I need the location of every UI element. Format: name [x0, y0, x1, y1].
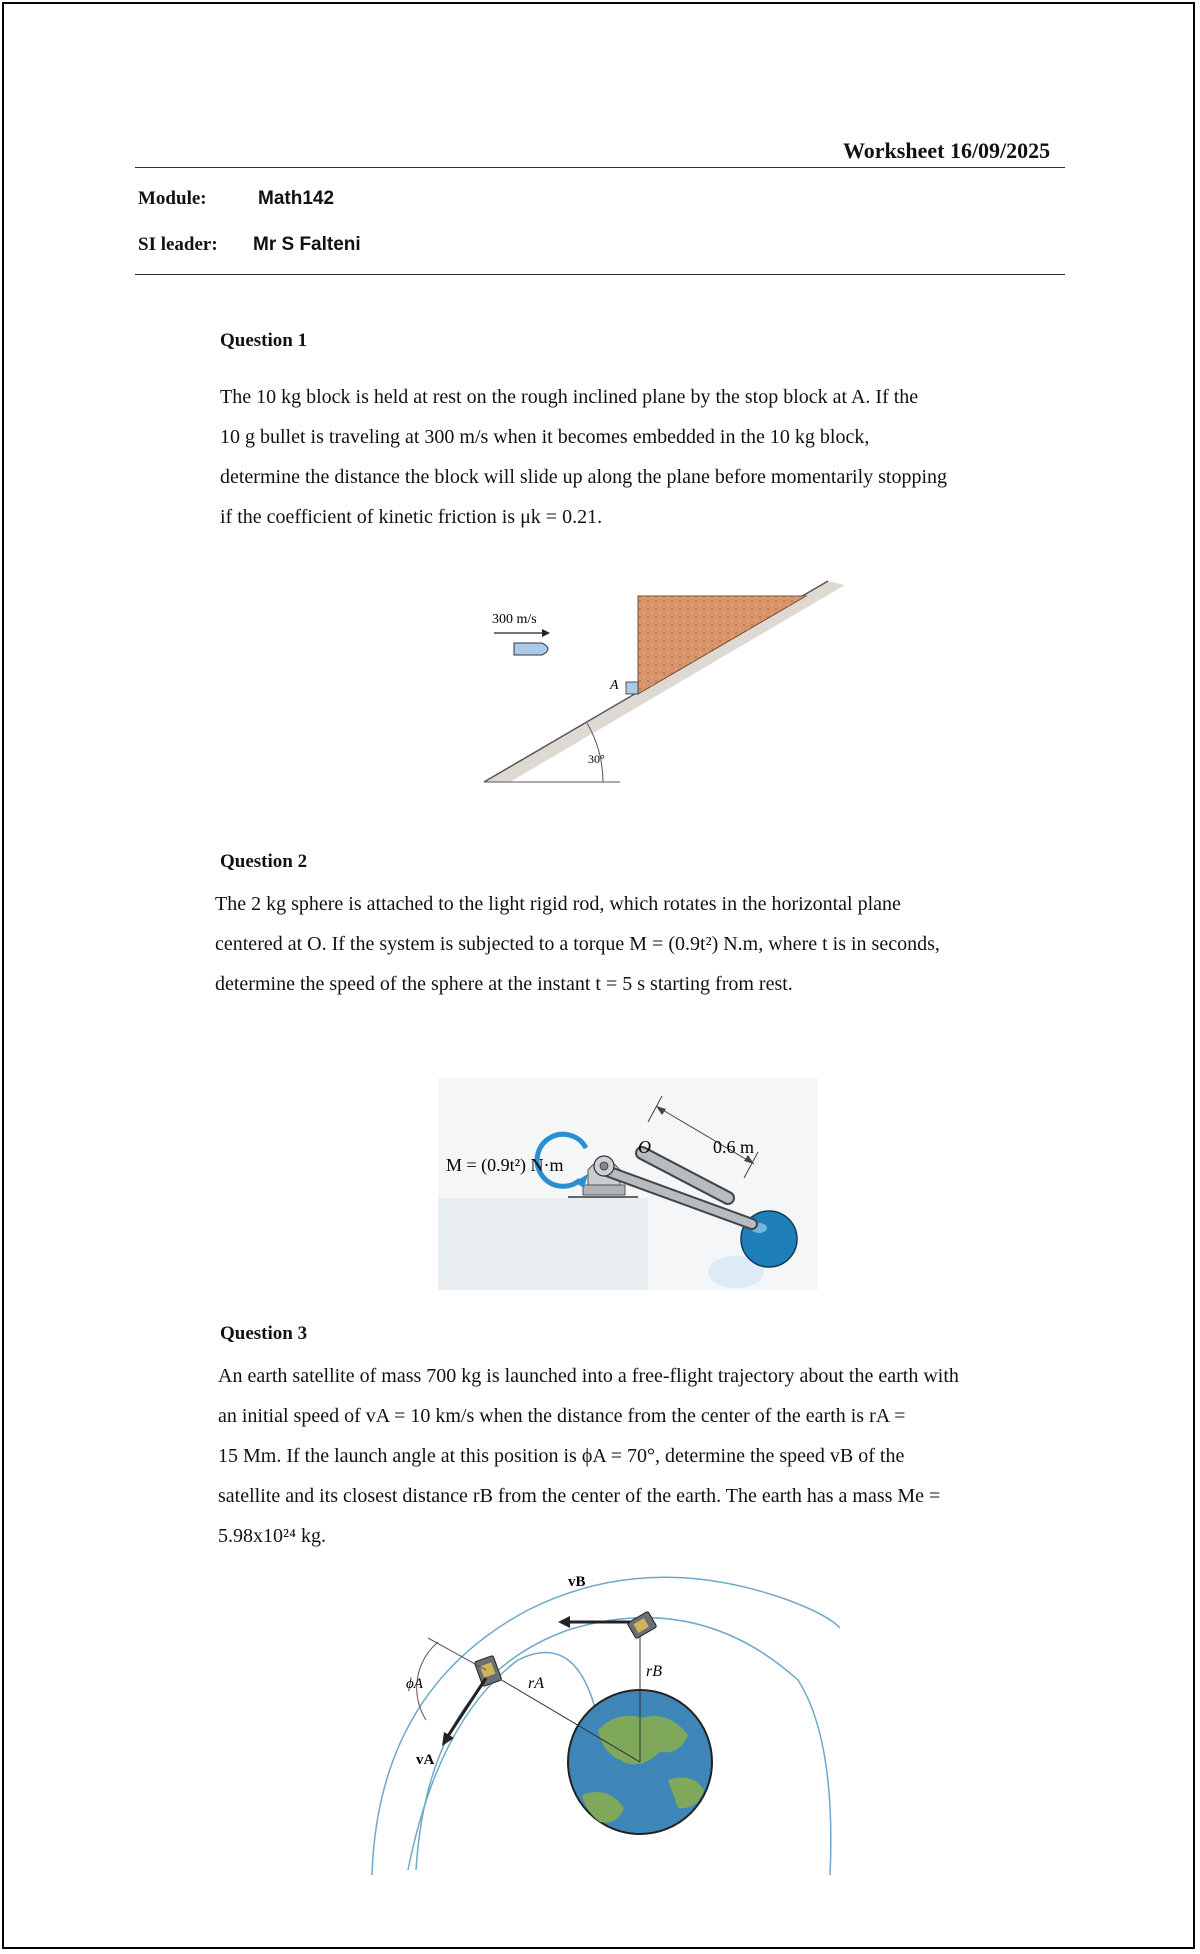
header-rule-bottom: [135, 274, 1065, 275]
module-label: Module:: [138, 188, 207, 209]
question-3-heading: Question 3: [220, 1323, 308, 1344]
pivot-label: O: [638, 1137, 651, 1157]
question-3-line-3: 15 Mm. If the launch angle at this position is ϕA = 70°, determine the speed vB of the: [218, 1445, 905, 1467]
question-1-line-2: 10 g bullet is traveling at 300 m/s when it becomes embedded in the 10 kg block,: [220, 426, 870, 448]
question-1-line-3: determine the distance the block will slide up along the plane before momentarily stopping: [220, 466, 948, 488]
si-leader-value: Mr S Falteni: [253, 234, 361, 255]
vA-label: vA: [416, 1752, 435, 1768]
satellite-B: [627, 1611, 657, 1639]
vA-arrow: [448, 1678, 486, 1736]
question-2-line-2: centered at O. If the system is subjected to a torque M = (0.9t²) N.m, where t is in seconds,: [215, 933, 940, 955]
figure-shadow: [438, 1198, 648, 1290]
velocity-arrowhead: [542, 629, 550, 637]
length-label: 0.6 m: [713, 1137, 755, 1157]
vB-label: vB: [568, 1574, 586, 1590]
pivot-pin: [600, 1162, 608, 1170]
question-2-line-1: The 2 kg sphere is attached to the light rigid rod, which rotates in the horizontal plane: [215, 893, 901, 915]
module-value: Math142: [258, 188, 335, 209]
question-3-line-4: satellite and its closest distance rB from the center of the earth. The earth has a mass Me =: [218, 1485, 941, 1507]
incline-figure: [470, 575, 850, 790]
rotating-rod-figure: [438, 1078, 818, 1290]
worksheet-title: Worksheet 16/09/2025: [843, 138, 1051, 163]
question-3-line-2: an initial speed of vA = 10 km/s when the distance from the center of the earth is rA =: [218, 1405, 906, 1427]
satellite-orbit-figure: [368, 1540, 840, 1875]
stop-block: [626, 682, 638, 694]
si-leader-label: SI leader:: [138, 234, 218, 255]
bullet: [514, 643, 548, 655]
angle-label: 30°: [588, 752, 605, 766]
question-2-line-3: determine the speed of the sphere at the instant t = 5 s starting from rest.: [215, 973, 793, 995]
vB-arrowhead: [558, 1616, 570, 1628]
question-1-line-4: if the coefficient of kinetic friction is μk = 0.21.: [220, 506, 603, 528]
header-rule-top: [135, 167, 1065, 168]
torque-label: M = (0.9t²) N·m: [446, 1155, 564, 1175]
question-1-heading: Question 1: [220, 330, 308, 351]
rB-label: rB: [646, 1663, 662, 1680]
question-3-line-5: 5.98x10²⁴ kg.: [218, 1525, 326, 1547]
question-3-line-1: An earth satellite of mass 700 kg is launched into a free-flight trajectory about the earth with: [218, 1365, 959, 1387]
question-2-heading: Question 2: [220, 851, 308, 872]
speed-label: 300 m/s: [492, 612, 537, 627]
question-1-line-1: The 10 kg block is held at rest on the rough inclined plane by the stop block at A. If the: [220, 386, 919, 408]
satellite-A: [474, 1655, 502, 1686]
rA-label: rA: [528, 1675, 544, 1692]
pivot-base: [583, 1185, 625, 1195]
phiA-label: ϕA: [406, 1676, 423, 1692]
stop-label: A: [610, 678, 619, 693]
